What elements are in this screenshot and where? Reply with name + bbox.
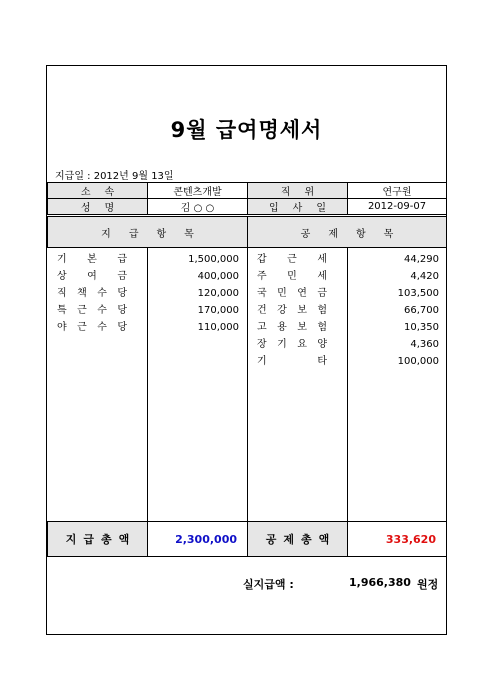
pay-item-name: 야 근 수 당 [57, 322, 127, 333]
document-title: 9월 급여명세서 [170, 118, 323, 142]
pay-total-value: 2,300,000 [148, 522, 248, 557]
deduction-item-name: 장 기 요 양 [257, 339, 327, 350]
position-label: 직위 [248, 183, 348, 199]
items-body [47, 248, 446, 521]
deduction-item-name: 갑 근 세 [257, 254, 327, 265]
payslip-sheet [46, 65, 447, 635]
name-value: 김 ○ ○ [148, 199, 248, 215]
pay-items-header: 지급항목 [48, 217, 248, 248]
deduction-item-amount: 103,500 [397, 288, 439, 299]
pay-item-name: 기 본 급 [57, 254, 127, 265]
deduction-item-amount: 44,290 [404, 254, 439, 265]
pay-item-name: 직 책 수 당 [57, 288, 127, 299]
deduction-items-header: 공제항목 [248, 217, 447, 248]
deduction-total-value: 333,620 [348, 522, 447, 557]
deduction-item-name: 국 민 연 금 [257, 288, 327, 299]
pay-item-amount: 170,000 [197, 305, 239, 316]
totals-table [47, 521, 447, 557]
hire-label: 입사일 [248, 199, 348, 215]
deduction-item-name: 주 민 세 [257, 271, 327, 282]
pay-item-name: 상 여 금 [57, 271, 127, 282]
deduction-item-name: 고 용 보 험 [257, 322, 327, 333]
deduction-item-amount: 10,350 [404, 322, 439, 333]
dept-label: 소속 [48, 183, 148, 199]
deduction-item-name: 건 강 보 험 [257, 305, 327, 316]
pay-item-amount: 1,500,000 [188, 254, 239, 265]
name-label: 성명 [48, 199, 148, 215]
position-value: 연구원 [348, 183, 447, 199]
pay-item-amount: 110,000 [197, 322, 239, 333]
dept-value: 콘텐츠개발 [148, 183, 248, 199]
deduction-item-name: 기 타 [257, 356, 327, 367]
items-header-table [47, 216, 447, 248]
hire-value: 2012-09-07 [348, 199, 447, 215]
deduction-item-amount: 66,700 [404, 305, 439, 316]
employee-info-table [47, 182, 447, 215]
pay-date: 지급일 : 2012년 9월 13일 [55, 171, 174, 182]
pay-total-label: 지급총액 [48, 522, 148, 557]
net-pay-label: 실지급액 : [243, 578, 294, 591]
net-pay-value: 1,966,380 [349, 576, 411, 589]
pay-item-amount: 120,000 [197, 288, 239, 299]
deduction-item-amount: 4,420 [410, 271, 439, 282]
deduction-total-label: 공제총액 [248, 522, 348, 557]
pay-item-name: 특 근 수 당 [57, 305, 127, 316]
deduction-item-amount: 4,360 [410, 339, 439, 350]
deduction-item-amount: 100,000 [397, 356, 439, 367]
net-pay-unit: 원정 [417, 578, 439, 591]
pay-item-amount: 400,000 [197, 271, 239, 282]
